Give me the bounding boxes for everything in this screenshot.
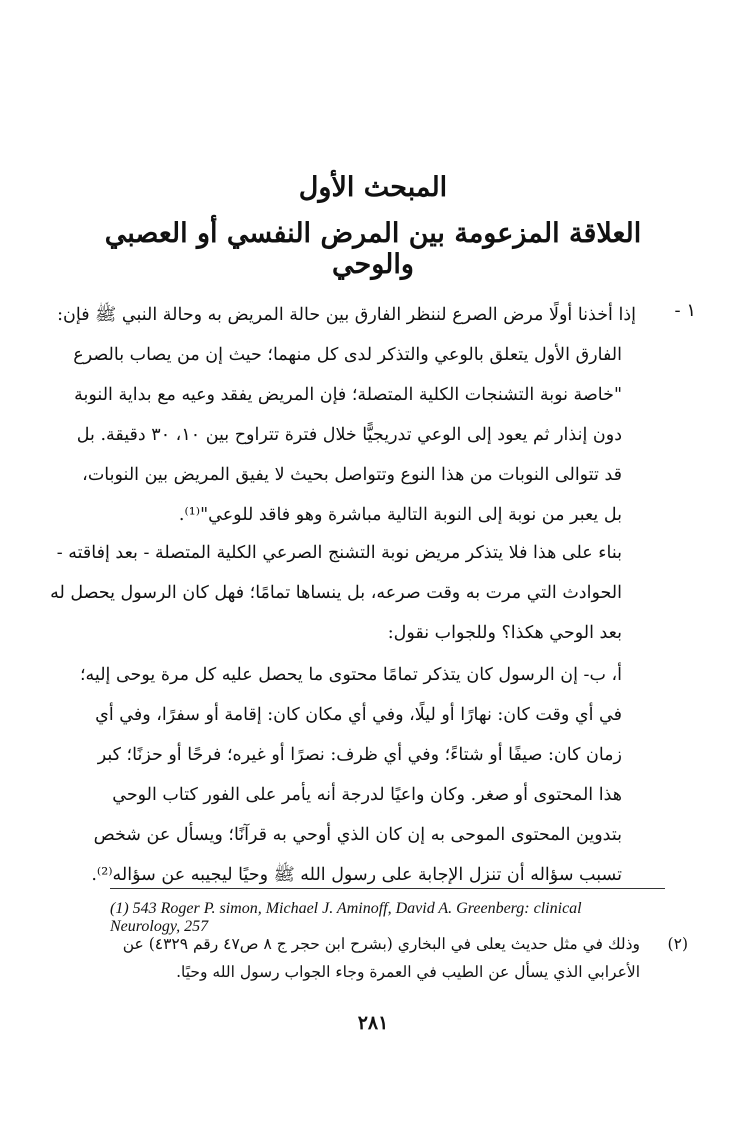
- text-line: أ، ب- إن الرسول كان يتذكر تمامًا محتوى ما يحصل عليه كل مرة يوحى إليه؛: [79, 665, 622, 685]
- text-line: تسبب سؤاله أن تنزل الإجابة على رسول الله ﷺ وحيًا ليجيبه عن سؤاله⁽²⁾.: [91, 865, 622, 885]
- footnote-1: (1) 543 Roger P. simon, Michael J. Aminoff, David A. Greenberg: clinical Neurology, 257: [110, 900, 582, 935]
- text-line: الحوادث التي مرت به وقت صرعه، بل ينساها تمامًا؛ فهل كان الرسول يحصل له: [50, 583, 622, 603]
- footnote-line: الأعرابي الذي يسأل عن الطيب في العمرة وجاء الجواب رسول الله وحيًا.: [176, 963, 640, 981]
- text-line: بعد الوحي هكذا؟ وللجواب نقول:: [387, 623, 622, 643]
- footnote-divider: [110, 888, 665, 889]
- footnote-2: [88, 930, 688, 986]
- text-line: بتدوين المحتوى الموحى به إن كان الذي أوحي به قرآنًا؛ ويسأل عن شخص: [93, 825, 622, 845]
- text-line: بناء على هذا فلا يتذكر مريض نوبة التشنج الصرعي الكلية المتصلة - بعد إفاقته -: [56, 543, 622, 563]
- section-lead: [57, 295, 636, 335]
- page-title: المبحث الأول: [298, 172, 448, 203]
- paragraph-epilepsy-description: [73, 335, 622, 535]
- page-number: ٢٨١: [357, 1012, 389, 1034]
- text-line: بل يعبر من نوبة إلى النوبة التالية مباشرة وهو فاقد للوعي"⁽¹⁾.: [178, 505, 622, 525]
- section-number: ١ -: [674, 300, 696, 321]
- text-line: الفارق الأول يتعلق بالوعي والتذكر لدى كل منهما؛ حيث إن من يصاب بالصرع: [73, 345, 622, 365]
- page-subtitle: العلاقة المزعومة بين المرض النفسي أو العصبي والوحي: [104, 218, 642, 280]
- text-line: في أي وقت كان: نهارًا أو ليلًا، وفي أي مكان كان: إقامة أو سفرًا، وفي أي: [95, 705, 622, 725]
- paragraph-answer: [79, 655, 622, 895]
- text-line: هذا المحتوى أو صغر. وكان واعيًا لدرجة أنه يأمر على الفور كتاب الوحي: [112, 785, 622, 805]
- text-line: زمان كان: صيفًا أو شتاءً؛ وفي أي ظرف: نصرًا أو غيره؛ فرحًا أو حزنًا؛ كبر: [97, 745, 622, 765]
- footnote-line: وذلك في مثل حديث يعلى في البخاري (بشرح ابن حجر ج ٨ ص٤٧ رقم ٤٣٢٩) عن: [122, 935, 640, 953]
- text-line: دون إنذار ثم يعود إلى الوعي تدريجيًّا خلال فترة تتراوح بين ١٠، ٣٠ دقيقة. بل: [76, 425, 622, 445]
- text-line: قد تتوالى النوبات من هذا النوع وتتواصل بحيث لا يفيق المريض بين النوبات،: [82, 465, 622, 485]
- paragraph-question: [50, 533, 622, 653]
- text-line: إذا أخذنا أولًا مرض الصرع لننظر الفارق بين حالة المريض به وحالة النبي ﷺ فإن:: [57, 305, 636, 325]
- footnote-2-number: (٢): [667, 935, 688, 953]
- text-line: "خاصة نوبة التشنجات الكلية المتصلة؛ فإن المريض يفقد وعيه مع بداية النوبة: [74, 385, 622, 405]
